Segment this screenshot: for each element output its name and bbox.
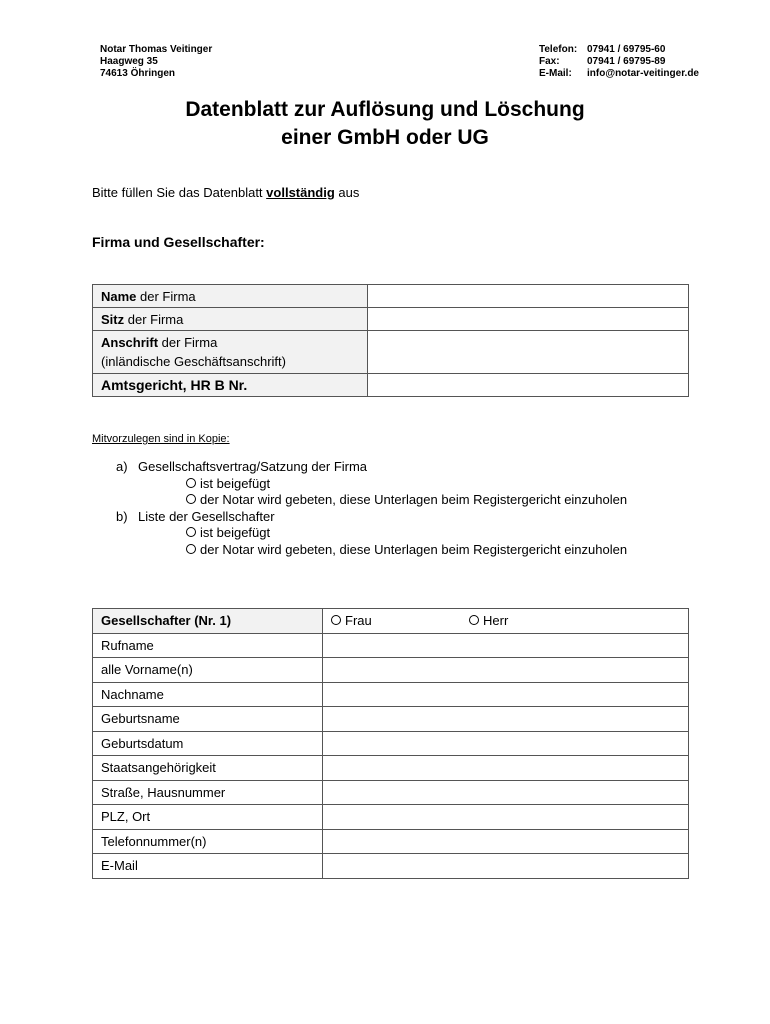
- field-label: Geburtsname: [93, 707, 323, 732]
- notary-city: 74613 Öhringen: [100, 68, 176, 79]
- documents-heading: Mitvorzulegen sind in Kopie:: [92, 433, 230, 445]
- title-line-2: einer GmbH oder UG: [281, 126, 489, 149]
- table-row: [93, 658, 689, 683]
- field-label: Nachname: [93, 682, 323, 707]
- label-rest: der Firma: [136, 288, 196, 304]
- phone-label: Telefon:: [539, 44, 578, 55]
- field-input[interactable]: [323, 829, 689, 854]
- option-request[interactable]: [116, 542, 627, 559]
- field-input[interactable]: [323, 780, 689, 805]
- list-item: [116, 459, 627, 476]
- table-row: [93, 285, 689, 308]
- option-label: Frau: [345, 613, 372, 629]
- title-line-1: Datenblatt zur Auflösung und Löschung: [185, 98, 585, 121]
- fax-number: 07941 / 69795-89: [587, 56, 666, 67]
- field-label: Rufname: [93, 633, 323, 658]
- radio-circle-icon[interactable]: [186, 478, 196, 488]
- field-input[interactable]: [323, 633, 689, 658]
- field-input[interactable]: [323, 658, 689, 683]
- table-row: [93, 707, 689, 732]
- company-address-label: [93, 331, 368, 374]
- table-row: [93, 609, 689, 634]
- field-input[interactable]: [323, 731, 689, 756]
- gender-cell: [323, 609, 689, 634]
- radio-circle-icon[interactable]: [469, 615, 479, 625]
- list-item: [116, 509, 627, 526]
- document-title: [0, 96, 770, 152]
- court-register-label: Amtsgericht, HR B Nr.: [93, 374, 368, 397]
- company-table: [92, 284, 689, 397]
- notary-address: [100, 44, 212, 80]
- field-label: Geburtsdatum: [93, 731, 323, 756]
- label-bold: Name: [101, 288, 137, 304]
- field-input[interactable]: [323, 854, 689, 879]
- table-row: [93, 308, 689, 331]
- field-label: E-Mail: [93, 854, 323, 879]
- table-row: [93, 780, 689, 805]
- email-address: info@notar-veitinger.de: [587, 68, 699, 79]
- radio-circle-icon[interactable]: [186, 494, 196, 504]
- table-row: [93, 756, 689, 781]
- option-attached[interactable]: [116, 476, 627, 493]
- field-input[interactable]: [323, 707, 689, 732]
- court-register-input[interactable]: [368, 374, 689, 397]
- list-marker: a): [116, 459, 128, 474]
- intro-before: Bitte füllen Sie das Datenblatt: [92, 185, 267, 200]
- table-row: [93, 682, 689, 707]
- field-label: Straße, Hausnummer: [93, 780, 323, 805]
- company-address-input[interactable]: [368, 331, 689, 374]
- notary-street: Haagweg 35: [100, 56, 158, 67]
- company-seat-label: [93, 308, 368, 331]
- option-request[interactable]: [116, 492, 627, 509]
- table-row: [93, 829, 689, 854]
- option-label: der Notar wird gebeten, diese Unterlagen beim Registergericht einzuholen: [200, 492, 628, 507]
- label-bold: Sitz: [101, 311, 125, 327]
- option-label: der Notar wird gebeten, diese Unterlagen beim Registergericht einzuholen: [200, 541, 628, 557]
- notary-contact: [539, 44, 699, 80]
- list-label: Gesellschaftsvertrag/Satzung der Firma: [138, 459, 368, 474]
- documents-list: [116, 459, 627, 558]
- label-rest: der Firma: [158, 335, 218, 350]
- field-label: alle Vorname(n): [93, 658, 323, 683]
- table-row: [93, 854, 689, 879]
- field-label: Telefonnummer(n): [93, 829, 323, 854]
- intro-after: aus: [334, 185, 360, 200]
- label-bold: Anschrift: [101, 335, 159, 350]
- company-name-input[interactable]: [368, 285, 689, 308]
- shareholder-heading: Gesellschafter (Nr. 1): [93, 609, 323, 634]
- option-label: ist beigefügt: [200, 525, 271, 540]
- table-row: [93, 331, 689, 374]
- field-input[interactable]: [323, 756, 689, 781]
- list-marker: b): [116, 508, 128, 524]
- option-attached[interactable]: [116, 525, 627, 542]
- shareholder-table: [92, 608, 689, 879]
- radio-circle-icon[interactable]: [331, 615, 341, 625]
- option-label: ist beigefügt: [200, 475, 271, 491]
- radio-circle-icon[interactable]: [186, 527, 196, 537]
- radio-circle-icon[interactable]: [186, 544, 196, 554]
- option-label: Herr: [483, 613, 509, 629]
- field-label: PLZ, Ort: [93, 805, 323, 830]
- label-rest: der Firma: [124, 311, 184, 327]
- field-label: Staatsangehörigkeit: [93, 756, 323, 781]
- table-row: [93, 805, 689, 830]
- email-label: E-Mail:: [539, 68, 572, 79]
- phone-number: 07941 / 69795-60: [587, 44, 666, 55]
- company-section-heading: Firma und Gesellschafter:: [92, 234, 265, 250]
- notary-name: Notar Thomas Veitinger: [100, 44, 213, 55]
- table-row: [93, 633, 689, 658]
- gender-option-frau[interactable]: [331, 613, 469, 628]
- field-input[interactable]: [323, 682, 689, 707]
- field-input[interactable]: [323, 805, 689, 830]
- list-label: Liste der Gesellschafter: [138, 508, 275, 524]
- table-row: [93, 374, 689, 397]
- fax-label: Fax:: [539, 56, 560, 67]
- company-seat-input[interactable]: [368, 308, 689, 331]
- company-name-label: [93, 285, 368, 308]
- gender-option-herr[interactable]: [469, 613, 508, 628]
- intro-text: [92, 185, 359, 200]
- label-line2: (inländische Geschäftsanschrift): [101, 354, 286, 369]
- table-row: [93, 731, 689, 756]
- intro-emphasis: vollständig: [266, 185, 335, 200]
